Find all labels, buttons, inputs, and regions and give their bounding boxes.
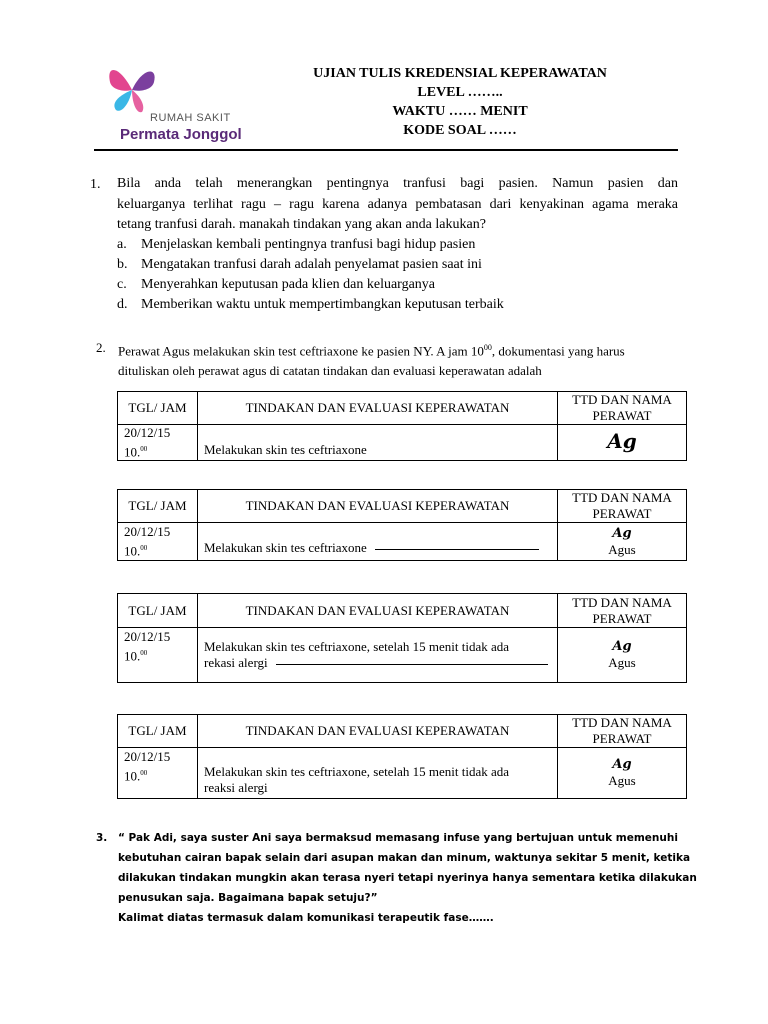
col-header-signature: TTD DAN NAMA PERAWAT — [558, 392, 687, 425]
logo-text-name: Permata Jonggol — [120, 126, 242, 143]
col-header-action: TINDAKAN DAN EVALUASI KEPERAWATAN — [198, 490, 558, 523]
signature-mark: Ag — [612, 757, 632, 772]
signature-mark: Ag — [612, 525, 632, 541]
record-table-1 — [117, 391, 687, 461]
col-header-signature: TTD DAN NAMA PERAWAT — [558, 594, 687, 628]
fill-line — [276, 664, 548, 665]
q1-option-b: b. Mengatakan tranfusi darah adalah penyelamat pasien saat ini — [117, 257, 482, 272]
signature-mark: Ag — [607, 429, 637, 454]
record-table-4 — [117, 714, 687, 799]
col-header-date: TGL/ JAM — [118, 490, 198, 523]
q3-line: Kalimat diatas termasuk dalam komunikasi terapeutik fase……. — [118, 912, 494, 924]
q1-line: tetang tranfusi darah. manakah tindakan yang akan anda lakukan? — [117, 217, 486, 232]
q3-text — [118, 828, 697, 928]
q1-option-d: d. Memberikan waktu untuk mempertimbangkan keputusan terbaik — [117, 297, 504, 312]
q1-option-a: a. Menjelaskan kembali pentingnya tranfusi bagi hidup pasien — [117, 237, 476, 252]
col-header-action: TINDAKAN DAN EVALUASI KEPERAWATAN — [198, 594, 558, 628]
header-divider — [94, 149, 678, 151]
q3-line: penusukan saja. Bagaimana bapak setuju?” — [118, 892, 378, 904]
q1-number: 1. — [90, 177, 101, 192]
cell-datetime: 20/12/15 10.00 — [118, 628, 198, 683]
cell-action: Melakukan skin tes ceftriaxone, setelah 15 menit tidak ada reaksi alergi — [198, 748, 558, 799]
cell-signature — [558, 748, 687, 799]
q2-number: 2. — [96, 340, 106, 355]
nurse-name: Agus — [608, 655, 636, 670]
q1-text — [117, 174, 678, 236]
cell-signature — [558, 523, 687, 561]
nurse-name: Agus — [608, 773, 636, 788]
header-time: WAKTU …… MENIT — [392, 104, 528, 119]
cell-action: Melakukan skin tes ceftriaxone, setelah 15 menit tidak ada rekasi alergi — [198, 628, 558, 683]
q3-line: kebutuhan cairan bapak selain dari asupan makan dan minum, waktunya sekitar 5 menit, ketika — [118, 852, 691, 864]
logo-text-top: RUMAH SAKIT — [150, 112, 231, 124]
nurse-name: Agus — [608, 541, 636, 557]
q1-line: Bila anda telah menerangkan pentingnya tranfusi bagi pasien. Namun pasien dan — [117, 176, 678, 191]
q1-line: keluarganya terlihat ragu – ragu karena adanya pembatasan dari kenyakinan agama meraka — [117, 196, 678, 212]
cell-datetime: 20/12/15 10.00 — [118, 425, 198, 461]
col-header-action: TINDAKAN DAN EVALUASI KEPERAWATAN — [198, 392, 558, 425]
col-header-date: TGL/ JAM — [118, 594, 198, 628]
record-table-2 — [117, 489, 687, 561]
cell-datetime: 20/12/15 10.00 — [118, 748, 198, 799]
header-title: UJIAN TULIS KREDENSIAL KEPERAWATAN — [313, 66, 607, 81]
col-header-date: TGL/ JAM — [118, 715, 198, 748]
header-level: LEVEL …….. — [417, 85, 503, 100]
header-code: KODE SOAL …… — [403, 123, 517, 138]
cell-action: Melakukan skin tes ceftriaxone — [198, 425, 558, 461]
q2-text: Perawat Agus melakukan skin test ceftriaxone ke pasien NY. A jam $10^{00}$, dokumentasi yang harus dituliskan oleh perawat agus di catatan tindakan dan evaluasi keperawatan adalah — [118, 343, 625, 379]
cell-datetime: 20/12/15 10.00 — [118, 523, 198, 561]
cell-signature — [558, 628, 687, 683]
col-header-signature: TTD DAN NAMA PERAWAT — [558, 715, 687, 748]
cell-signature — [558, 425, 687, 461]
q3-number: 3. — [96, 832, 108, 844]
col-header-date: TGL/ JAM — [118, 392, 198, 425]
hospital-logo — [98, 60, 258, 152]
record-table-3 — [117, 593, 687, 683]
q1-options — [117, 235, 504, 315]
butterfly-icon — [102, 60, 162, 116]
col-header-signature: TTD DAN NAMA PERAWAT — [558, 490, 687, 523]
col-header-action: TINDAKAN DAN EVALUASI KEPERAWATAN — [198, 715, 558, 748]
fill-line — [375, 549, 539, 550]
q1-option-c: c. Menyerahkan keputusan pada klien dan keluarganya — [117, 277, 436, 292]
cell-action: Melakukan skin tes ceftriaxone — [198, 523, 558, 561]
q3-line: “ Pak Adi, saya suster Ani saya bermaksud memasang infuse yang bertujuan untuk memenuhi — [118, 832, 678, 844]
q3-line: dilakukan tindakan mungkin akan terasa nyeri tetapi nyerinya hanya sementara ketika dilakukan — [118, 872, 697, 884]
signature-mark: Ag — [612, 639, 632, 654]
